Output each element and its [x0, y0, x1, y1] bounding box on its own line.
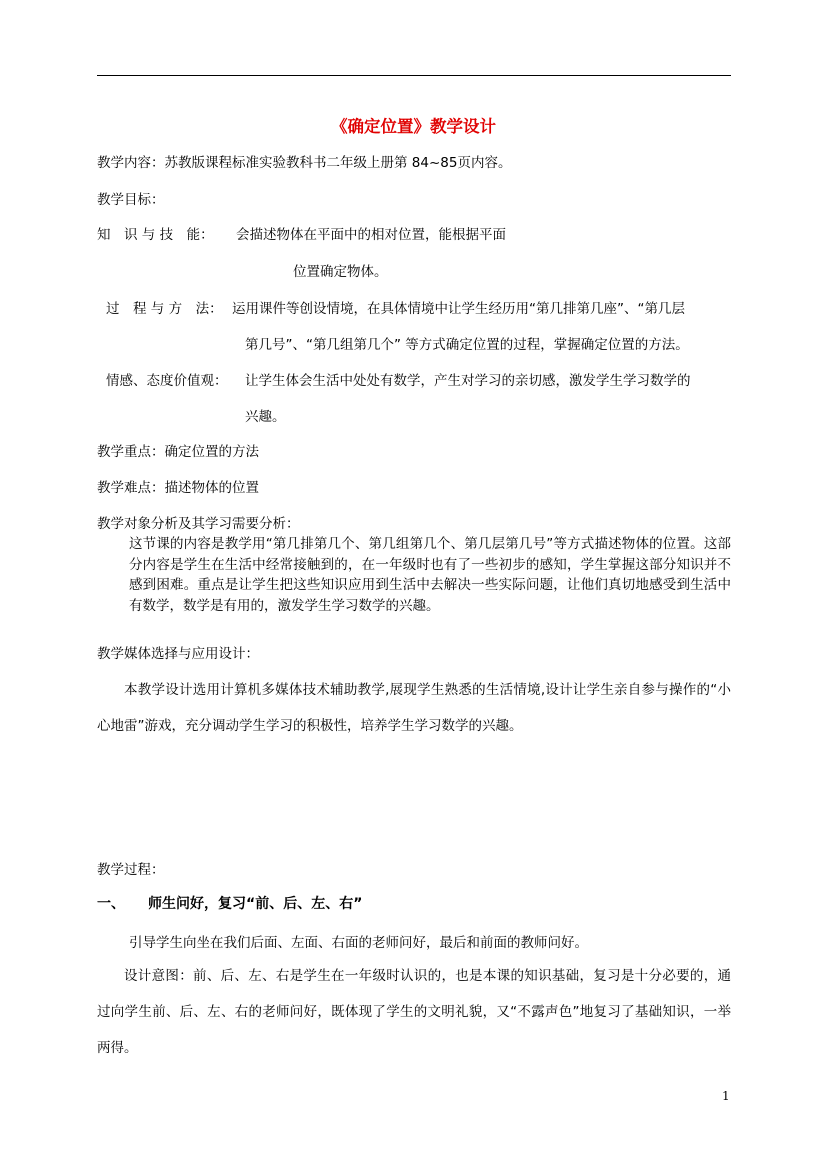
- analysis-paragraph: 这节课的内容是教学用“第几排第几个、第几组第几个、第几层第几号”等方式描述物体的位置。这部分内容是学生在生活中经常接触到的，在一年级时也有了一些初步的感知，学生掌握这部分知识并不感到困难。重点是让学生把这些知识应用到生活中去解决一些实际问题，让他们真切地感受到生活中有数学，数学是有用的，激发学生学习数学的兴趣。: [129, 536, 731, 614]
- section1-number: 一、: [97, 896, 125, 912]
- goal-emotion-label: 情感、态度价值观：: [106, 373, 228, 389]
- header-rule: [97, 75, 731, 76]
- goal-process-text-cont: 第几号”、“第几组第几个” 等方式确定位置的过程，掌握确定位置的方法。: [245, 337, 689, 353]
- goal-emotion-text-cont: 兴趣。: [245, 409, 286, 425]
- goal-knowledge-text: 会描述物体在平面中的相对位置，能根据平面: [236, 227, 506, 243]
- media-paragraph: 本教学设计选用计算机多媒体技术辅助教学,展现学生熟悉的生活情境,设计让学生亲自参与操作的“小心地雷”游戏，充分调动学生学习的积极性，培养学生学习数学的兴趣。: [97, 682, 731, 734]
- page-number: 1: [722, 1089, 730, 1103]
- content-line: 教学内容：苏教版课程标准实验教科书二年级上册第 84~85页内容。: [97, 155, 512, 171]
- section1-paragraph-2: 设计意图：前、后、左、右是学生在一年级时认识的，也是本课的知识基础，复习是十分必要的，通过向学生前、后、左、右的老师问好，既体现了学生的文明礼貌，又“不露声色”地复习了基础知识，一举两得。: [97, 968, 731, 1056]
- media-heading: 教学媒体选择与应用设计：: [97, 646, 259, 662]
- goal-process-label: 过 程 与 方 法：: [106, 301, 223, 317]
- section1-title: 师生问好，复习“前、后、左、右”: [148, 896, 363, 912]
- key-point: 教学重点：确定位置的方法: [97, 444, 259, 460]
- goal-knowledge-label: 知 识 与 技 能：: [97, 227, 214, 243]
- page-title: 《确定位置》教学设计: [331, 117, 496, 136]
- goals-heading: 教学目标：: [97, 192, 165, 208]
- difficulty: 教学难点：描述物体的位置: [97, 480, 259, 496]
- analysis-heading: 教学对象分析及其学习需要分析：: [97, 516, 300, 532]
- process-heading: 教学过程：: [97, 862, 165, 878]
- section1-paragraph-1: 引导学生向坐在我们后面、左面、右面的老师问好，最后和前面的教师问好。: [129, 935, 588, 951]
- goal-process-text: 运用课件等创设情境，在具体情境中让学生经历用“第几排第几座”、“第几层: [232, 301, 685, 317]
- goal-emotion-text: 让学生体会生活中处处有数学，产生对学习的亲切感，激发学生学习数学的: [245, 373, 691, 389]
- goal-knowledge-text-cont: 位置确定物体。: [293, 264, 388, 280]
